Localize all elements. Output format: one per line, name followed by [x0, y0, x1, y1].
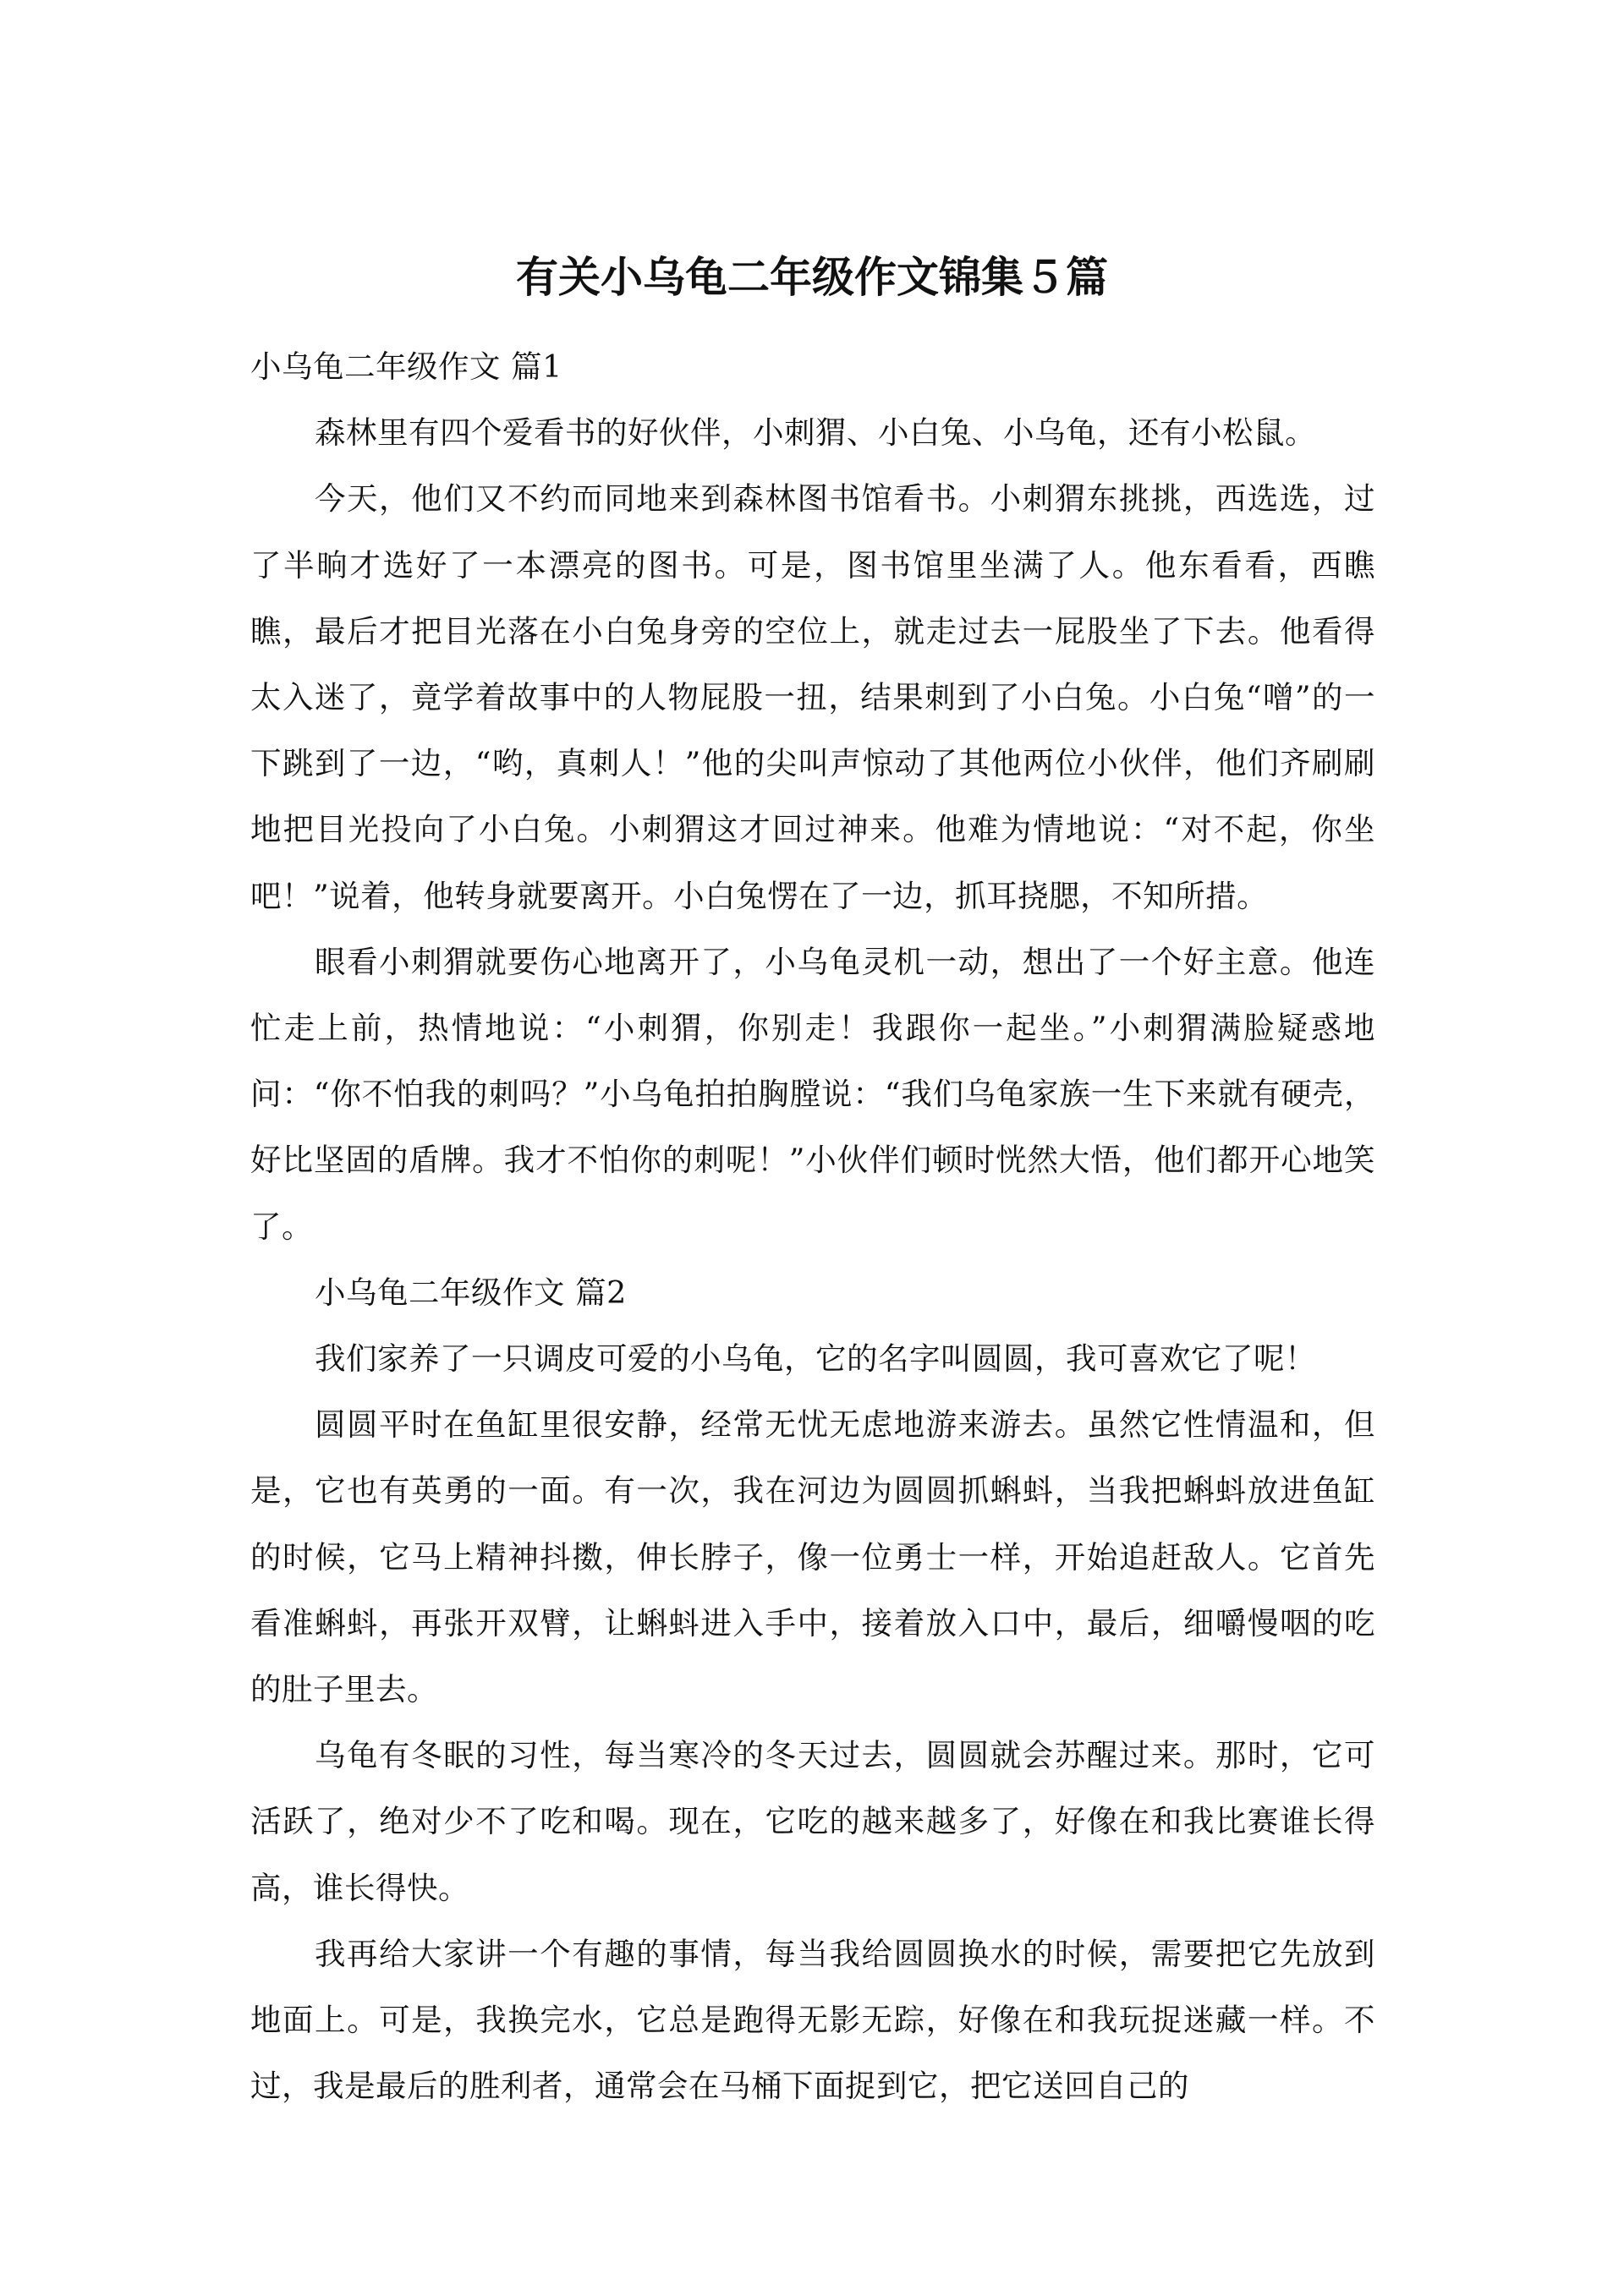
paragraph: 乌龟有冬眠的习性，每当寒冷的冬天过去，圆圆就会苏醒过来。那时，它可活跃了，绝对少不了吃和喝。现在，它吃的越来越多了，好像在和我比赛谁长得高，谁长得快。 [250, 1737, 1375, 1906]
paragraph: 圆圆平时在鱼缸里很安静，经常无忧无虑地游来游去。虽然它性情温和，但是，它也有英勇的一面。有一次，我在河边为圆圆抓蝌蚪，当我把蝌蚪放进鱼缸的时候，它马上精神抖擞，伸长脖子，像一位勇士一样，开始追赶敌人。它首先看准蝌蚪，再张开双臂，让蝌蚪进入手中，接着放入口中，最后，细嚼慢咽的吃的肚子里去。 [250, 1406, 1375, 1708]
paragraph: 我再给大家讲一个有趣的事情，每当我给圆圆换水的时候，需要把它先放到地面上。可是，我换完水，它总是跑得无影无踪，好像在和我玩捉迷藏一样。不过，我是最后的胜利者，通常会在马桶下面捉到它，把它送回自己的 [250, 1935, 1375, 2105]
paragraph: 我们家养了一只调皮可爱的小乌龟，它的名字叫圆圆，我可喜欢它了呢！ [315, 1340, 1316, 1378]
document-title: 有关小乌龟二年级作文锦集５篇 [516, 253, 1108, 302]
section-heading-1: 小乌龟二年级作文 篇1 [250, 348, 562, 385]
paragraph: 今天，他们又不约而同地来到森林图书馆看书。小刺猬东挑挑，西选选，过了半晌才选好了一本漂亮的图书。可是，图书馆里坐满了人。他东看看，西瞧瞧，最后才把目光落在小白兔身旁的空位上，就走过去一屁股坐了下去。他看得太入迷了，竟学着故事中的人物屁股一扭，结果刺到了小白兔。小白兔“噌”的一下跳到了一边，“哟，真刺人！”他的尖叫声惊动了其他两位小伙伴，他们齐刷刷地把目光投向了小白兔。小刺猬这才回过神来。他难为情地说：“对不起，你坐吧！”说着，他转身就要离开。小白兔愣在了一边，抓耳挠腮，不知所措。 [250, 480, 1375, 914]
document-body [250, 334, 1375, 2119]
paragraph: 森林里有四个爱看书的好伙伴，小刺猬、小白兔、小乌龟，还有小松鼠。 [315, 414, 1316, 452]
paragraph: 眼看小刺猬就要伤心地离开了，小乌龟灵机一动，想出了一个好主意。他连忙走上前，热情地说：“小刺猬，你别走！我跟你一起坐。”小刺猬满脸疑惑地问：“你不怕我的刺吗？”小乌龟拍拍胸膛说：“我们乌龟家族一生下来就有硬壳，好比坚固的盾牌。我才不怕你的刺呢！”小伙伴们顿时恍然大悟，他们都开心地笑了。 [250, 943, 1375, 1245]
section-heading-2: 小乌龟二年级作文 篇2 [315, 1274, 627, 1311]
